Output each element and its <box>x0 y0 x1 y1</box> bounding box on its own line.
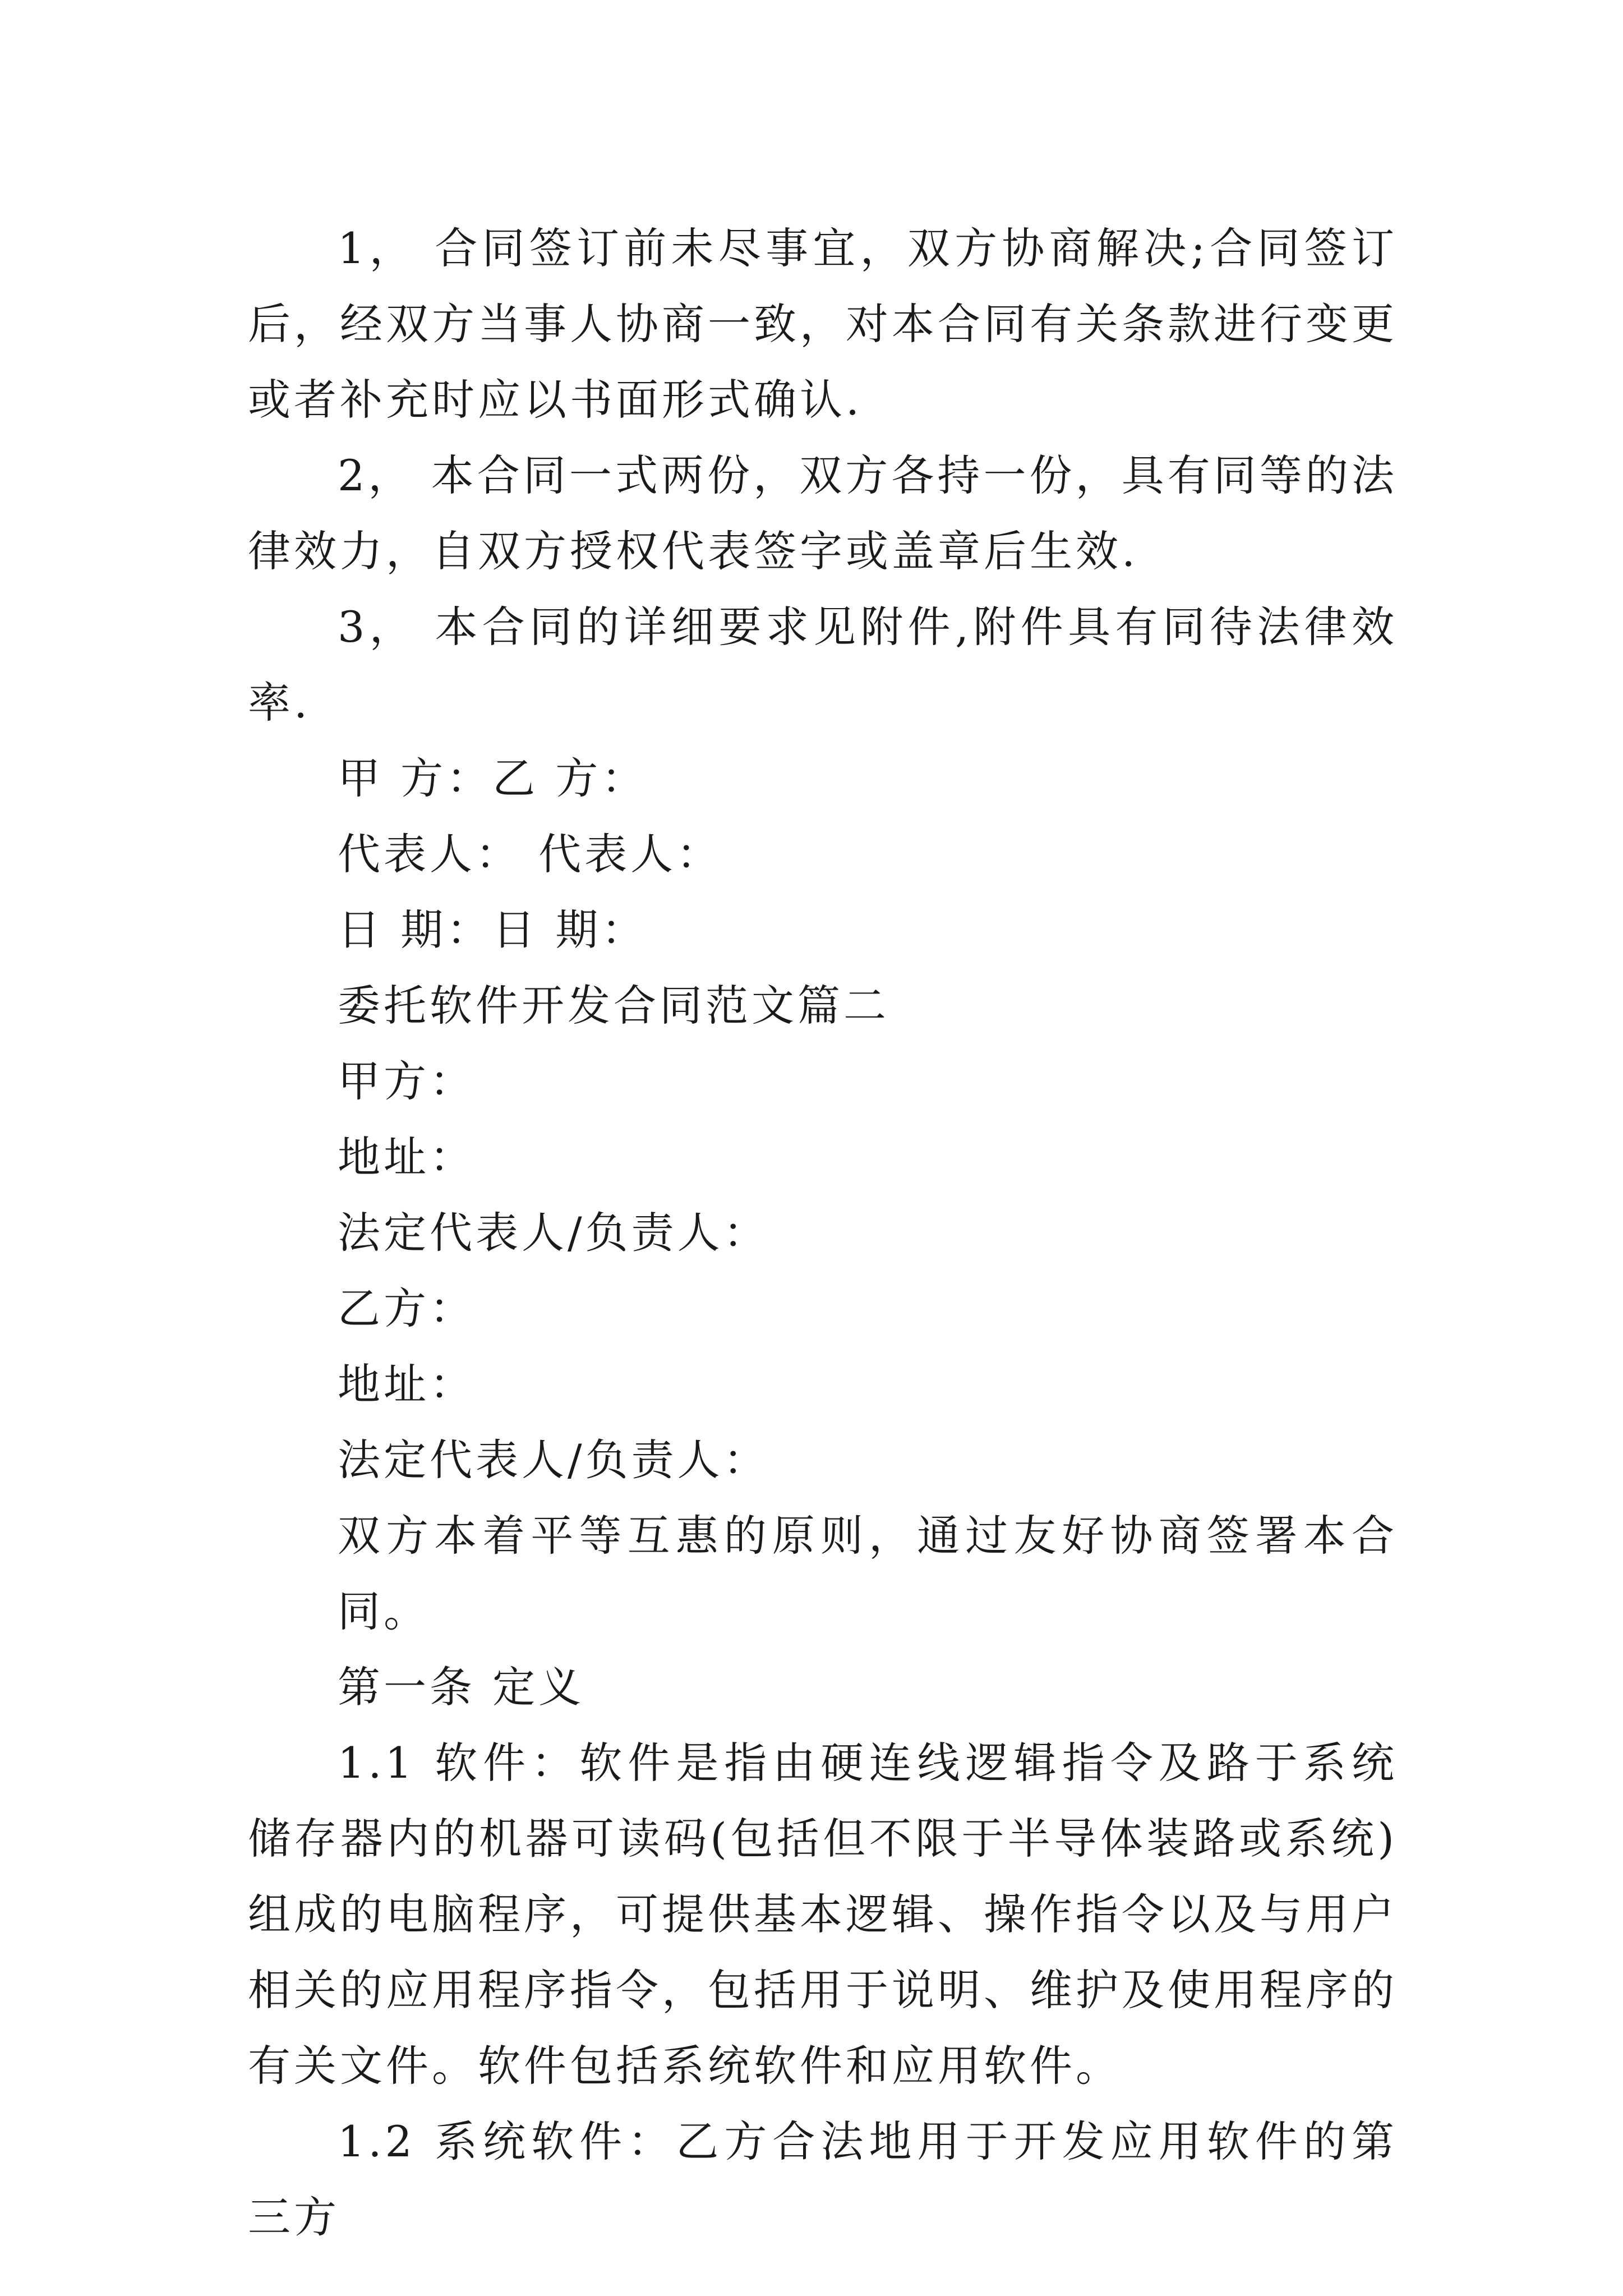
signature-date-line: 日 期：日 期： <box>338 905 648 955</box>
article-heading: 第一条 定义 <box>338 1662 585 1712</box>
signature-representative-line: 代表人： 代表人： <box>338 829 723 879</box>
party-b-legal-rep-field: 法定代表人/负责人： <box>338 1435 769 1485</box>
clause-paragraph: 2， 本合同一式两份，双方各持一份，具有同等的法律效力，自双方授权代表签字或盖章后生效. <box>248 450 1398 576</box>
party-a-address-field: 地址： <box>338 1132 476 1182</box>
party-b-field: 乙方： <box>338 1283 476 1333</box>
party-a-legal-rep-field: 法定代表人/负责人： <box>338 1208 769 1258</box>
signature-party-line: 甲 方：乙 方： <box>338 753 648 803</box>
definition-paragraph: 1.2 系统软件：乙方合法地用于开发应用软件的第三方 <box>248 2116 1398 2242</box>
section-title: 委托软件开发合同范文篇二 <box>338 981 889 1030</box>
party-b-address-field: 地址： <box>338 1359 476 1409</box>
document-body <box>248 210 1398 2255</box>
clause-paragraph: 1， 合同签订前未尽事宜，双方协商解决;合同签订后，经双方当事人协商一致，对本合同有关条款进行变更或者补充时应以书面形式确认. <box>248 223 1398 425</box>
preamble-paragraph: 双方本着平等互惠的原则，通过友好协商签署本合同。 <box>338 1511 1398 1636</box>
clause-paragraph: 3， 本合同的详细要求见附件,附件具有同待法律效率. <box>248 602 1398 728</box>
definition-paragraph: 1.1 软件：软件是指由硬连线逻辑指令及路于系统储存器内的机器可读码(包括但不限于半导体装路或系统)组成的电脑程序，可提供基本逻辑、操作指令以及与用户相关的应用程序指令，包括用于说明、维护及使用程序的有关文件。软件包括系统软件和应用软件。 <box>248 1738 1398 2091</box>
party-a-field: 甲方： <box>338 1056 476 1106</box>
